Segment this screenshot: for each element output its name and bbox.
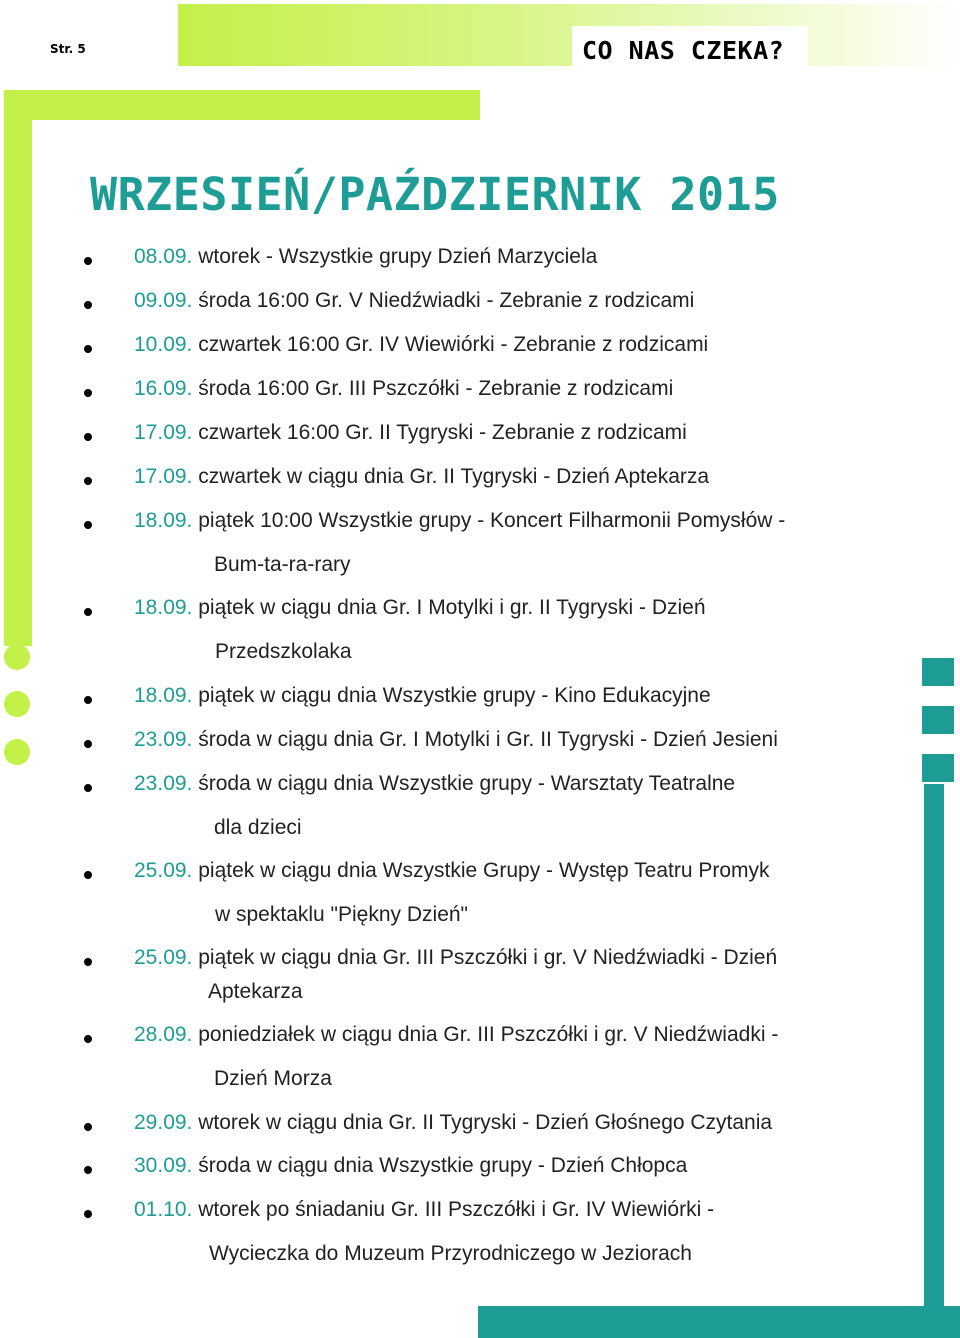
event-date: 18.09. xyxy=(134,684,193,707)
event-text: wtorek w ciągu dnia Gr. II Tygryski - Dzień Głośnego Czytania xyxy=(198,1111,773,1134)
event-text: środa w ciągu dnia Wszystkie grupy - Dzień Chłopca xyxy=(198,1154,688,1177)
event-date: 17.09. xyxy=(134,465,193,488)
event-text: środa w ciągu dnia Wszystkie grupy - Warsztaty Teatralne xyxy=(198,772,736,795)
bullet xyxy=(84,784,92,792)
event-date: 28.09. xyxy=(134,1023,193,1046)
event-date: 18.09. xyxy=(134,596,193,619)
decor-square xyxy=(922,658,954,686)
event-text-continued: Wycieczka do Muzeum Przyrodniczego w Jeziorach xyxy=(209,1242,692,1265)
event-date: 10.09. xyxy=(134,333,193,356)
bullet xyxy=(84,958,92,966)
bullet xyxy=(84,345,92,353)
page-title: WRZESIEŃ/PAŹDZIERNIK 2015 xyxy=(90,168,780,221)
decor-dot xyxy=(4,739,30,765)
event-text: wtorek po śniadaniu Gr. III Pszczółki i Gr. IV Wiewiórki - xyxy=(198,1198,715,1221)
section-title: CO NAS CZEKA? xyxy=(582,36,785,65)
event-text: piątek w ciągu dnia Wszystkie Grupy - Występ Teatru Promyk xyxy=(198,859,770,882)
event-date: 18.09. xyxy=(134,509,193,532)
bullet xyxy=(84,301,92,309)
event-text-continued: Przedszkolaka xyxy=(215,640,352,663)
bullet xyxy=(84,1166,92,1174)
event-text-continued: w spektaklu "Piękny Dzień" xyxy=(215,903,469,926)
frame-right-bar xyxy=(924,784,944,1338)
event-date: 16.09. xyxy=(134,377,193,400)
event-text: czwartek 16:00 Gr. II Tygryski - Zebranie z rodzicami xyxy=(198,421,687,444)
bullet xyxy=(84,1123,92,1131)
event-text-continued: Bum-ta-ra-rary xyxy=(214,553,351,576)
bullet xyxy=(84,1210,92,1218)
event-text: poniedziałek w ciągu dnia Gr. III Pszczółki i gr. V Niedźwiadki - xyxy=(198,1023,779,1046)
event-date: 29.09. xyxy=(134,1111,193,1134)
bullet xyxy=(84,477,92,485)
bullet xyxy=(84,257,92,265)
event-text: środa 16:00 Gr. V Niedźwiadki - Zebranie z rodzicami xyxy=(198,289,695,312)
decor-dot xyxy=(4,691,30,717)
event-text: piątek w ciągu dnia Gr. I Motylki i gr. II Tygryski - Dzień xyxy=(198,596,706,619)
event-text-continued: Aptekarza xyxy=(208,980,303,1003)
event-text: środa w ciągu dnia Gr. I Motylki i Gr. II Tygryski - Dzień Jesieni xyxy=(198,728,778,751)
bullet xyxy=(84,608,92,616)
bullet xyxy=(84,871,92,879)
event-date: 08.09. xyxy=(134,245,193,268)
event-date: 23.09. xyxy=(134,772,193,795)
bullet xyxy=(84,1035,92,1043)
frame-bottom-bar xyxy=(478,1306,960,1338)
bullet xyxy=(84,740,92,748)
bullet xyxy=(84,696,92,704)
event-text: wtorek - Wszystkie grupy Dzień Marzyciela xyxy=(198,245,598,268)
event-text: środa 16:00 Gr. III Pszczółki - Zebranie z rodzicami xyxy=(198,377,674,400)
event-text-continued: Dzień Morza xyxy=(214,1067,332,1090)
frame-left-bar xyxy=(4,90,32,646)
event-date: 25.09. xyxy=(134,859,193,882)
bullet xyxy=(84,521,92,529)
event-date: 17.09. xyxy=(134,421,193,444)
event-text: czwartek 16:00 Gr. IV Wiewiórki - Zebranie z rodzicami xyxy=(198,333,709,356)
decor-square xyxy=(922,706,954,734)
event-text-continued: dla dzieci xyxy=(214,816,302,839)
event-date: 09.09. xyxy=(134,289,193,312)
page-number: Str. 5 xyxy=(50,42,86,56)
frame-top-bar xyxy=(4,90,480,120)
bullet xyxy=(84,433,92,441)
event-date: 25.09. xyxy=(134,946,193,969)
event-date: 30.09. xyxy=(134,1154,193,1177)
event-date: 01.10. xyxy=(134,1198,193,1221)
header-band xyxy=(178,4,960,66)
event-date: 23.09. xyxy=(134,728,193,751)
event-text: piątek w ciągu dnia Wszystkie grupy - Kino Edukacyjne xyxy=(198,684,711,707)
event-text: piątek 10:00 Wszystkie grupy - Koncert Filharmonii Pomysłów - xyxy=(198,509,786,532)
decor-dot xyxy=(4,644,30,670)
bullet xyxy=(84,389,92,397)
event-text: piątek w ciągu dnia Gr. III Pszczółki i gr. V Niedźwiadki - Dzień xyxy=(198,946,778,969)
event-text: czwartek w ciągu dnia Gr. II Tygryski - Dzień Aptekarza xyxy=(198,465,710,488)
decor-square xyxy=(922,754,954,782)
